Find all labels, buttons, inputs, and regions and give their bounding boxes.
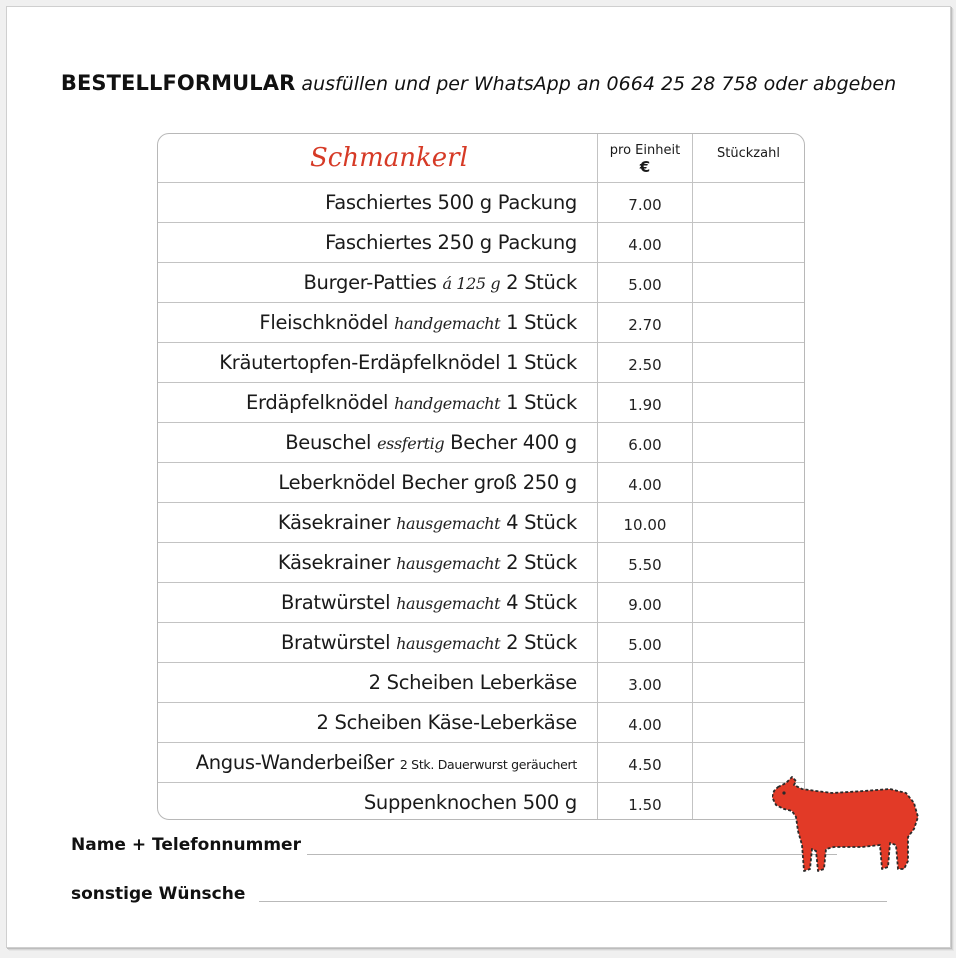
product-label: Fleischknödel <box>259 311 389 334</box>
cow-icon <box>772 773 924 879</box>
wishes-label: sonstige Wünsche <box>71 884 246 904</box>
product-quantity-label: 2 Stück <box>506 271 577 294</box>
quantity-cell[interactable] <box>693 183 804 222</box>
product-name <box>158 183 598 222</box>
product-note: hausgemacht <box>396 594 501 613</box>
unit-price: 1.90 <box>598 383 693 422</box>
product-quantity-label: 1 Stück <box>506 391 577 414</box>
table-row <box>158 783 804 819</box>
unit-price: 5.00 <box>598 263 693 302</box>
table-row <box>158 543 804 583</box>
product-name <box>158 503 598 542</box>
quantity-cell[interactable] <box>693 383 804 422</box>
price-column-header <box>598 134 693 182</box>
wishes-line[interactable] <box>259 901 887 902</box>
product-name <box>158 783 598 819</box>
table-row <box>158 583 804 623</box>
product-quantity-label: 4 Stück <box>506 511 577 534</box>
product-name <box>158 423 598 462</box>
product-note: essfertig <box>377 434 445 453</box>
quantity-column-header: Stückzahl <box>717 146 780 161</box>
product-label: Faschiertes 500 g Packung <box>325 191 577 214</box>
quantity-cell[interactable] <box>693 503 804 542</box>
product-note: hausgemacht <box>396 514 501 533</box>
table-header <box>158 134 804 183</box>
quantity-cell[interactable] <box>693 623 804 662</box>
quantity-cell[interactable] <box>693 543 804 582</box>
quantity-cell[interactable] <box>693 263 804 302</box>
unit-price: 6.00 <box>598 423 693 462</box>
quantity-cell[interactable] <box>693 303 804 342</box>
unit-price: 4.00 <box>598 223 693 262</box>
product-note: handgemacht <box>394 314 501 333</box>
unit-price: 5.00 <box>598 623 693 662</box>
quantity-cell[interactable] <box>693 223 804 262</box>
table-row <box>158 303 804 343</box>
table-row <box>158 263 804 303</box>
form-instructions: ausfüllen und per WhatsApp an 0664 25 28 758 oder abgeben <box>301 73 897 95</box>
table-row <box>158 183 804 223</box>
name-phone-label: Name + Telefonnummer <box>71 835 301 855</box>
product-name <box>158 623 598 662</box>
product-name <box>158 463 598 502</box>
unit-price: 2.70 <box>598 303 693 342</box>
unit-price: 4.00 <box>598 463 693 502</box>
unit-price: 10.00 <box>598 503 693 542</box>
table-row <box>158 383 804 423</box>
table-row <box>158 743 804 783</box>
table-row <box>158 223 804 263</box>
unit-price: 9.00 <box>598 583 693 622</box>
table-body <box>158 183 804 819</box>
product-label: Käsekrainer <box>277 511 391 534</box>
product-name <box>158 223 598 262</box>
table-row <box>158 503 804 543</box>
product-label: Käsekrainer <box>277 551 391 574</box>
name-phone-line[interactable] <box>307 854 837 855</box>
product-detail: 2 Stk. Dauerwurst geräuchert <box>399 757 577 772</box>
product-label: 2 Scheiben Leberkäse <box>368 671 577 694</box>
quantity-cell[interactable] <box>693 703 804 742</box>
category-heading: Schmankerl <box>158 134 598 182</box>
unit-price: 5.50 <box>598 543 693 582</box>
product-name <box>158 303 598 342</box>
unit-price: 2.50 <box>598 343 693 382</box>
product-note: handgemacht <box>394 394 501 413</box>
product-label: Erdäpfelknödel <box>246 391 389 414</box>
product-name <box>158 583 598 622</box>
product-quantity-label: Becher 400 g <box>450 431 577 454</box>
product-quantity-label: 1 Stück <box>506 311 577 334</box>
product-name <box>158 543 598 582</box>
order-form-page <box>6 6 951 948</box>
product-label: Suppenknochen 500 g <box>363 791 577 814</box>
table-row <box>158 703 804 743</box>
product-label: Faschiertes 250 g Packung <box>325 231 577 254</box>
product-label: Burger-Patties <box>303 271 437 294</box>
currency-label: € <box>639 158 651 176</box>
table-row <box>158 623 804 663</box>
table-row <box>158 463 804 503</box>
product-label: Angus-Wanderbeißer <box>195 751 394 774</box>
product-quantity-label: 2 Stück <box>506 551 577 574</box>
unit-price: 3.00 <box>598 663 693 702</box>
form-headline <box>7 71 950 95</box>
unit-price: 1.50 <box>598 783 693 819</box>
unit-price: 4.00 <box>598 703 693 742</box>
product-name <box>158 383 598 422</box>
unit-price: 7.00 <box>598 183 693 222</box>
table-row <box>158 423 804 463</box>
product-note: á 125 g <box>442 274 501 293</box>
product-quantity-label: 4 Stück <box>506 591 577 614</box>
product-note: hausgemacht <box>396 634 501 653</box>
product-name <box>158 343 598 382</box>
product-label: Leberknödel Becher groß 250 g <box>278 471 577 494</box>
quantity-cell[interactable] <box>693 423 804 462</box>
order-table <box>157 133 805 820</box>
product-label: Kräutertopfen-Erdäpfelknödel 1 Stück <box>219 351 577 374</box>
product-label: Beuschel <box>285 431 372 454</box>
table-row <box>158 663 804 703</box>
table-row <box>158 343 804 383</box>
price-header-label: pro Einheit <box>609 143 681 158</box>
product-name <box>158 743 598 782</box>
product-label: Bratwürstel <box>280 591 391 614</box>
product-name <box>158 263 598 302</box>
unit-price: 4.50 <box>598 743 693 782</box>
product-name <box>158 703 598 742</box>
quantity-cell[interactable] <box>693 663 804 702</box>
product-note: hausgemacht <box>396 554 501 573</box>
product-name <box>158 663 598 702</box>
product-label: 2 Scheiben Käse-Leberkäse <box>316 711 577 734</box>
product-quantity-label: 2 Stück <box>506 631 577 654</box>
product-label: Bratwürstel <box>280 631 391 654</box>
quantity-cell[interactable] <box>693 463 804 502</box>
quantity-cell[interactable] <box>693 343 804 382</box>
form-title: BESTELLFORMULAR <box>60 71 296 95</box>
quantity-cell[interactable] <box>693 583 804 622</box>
